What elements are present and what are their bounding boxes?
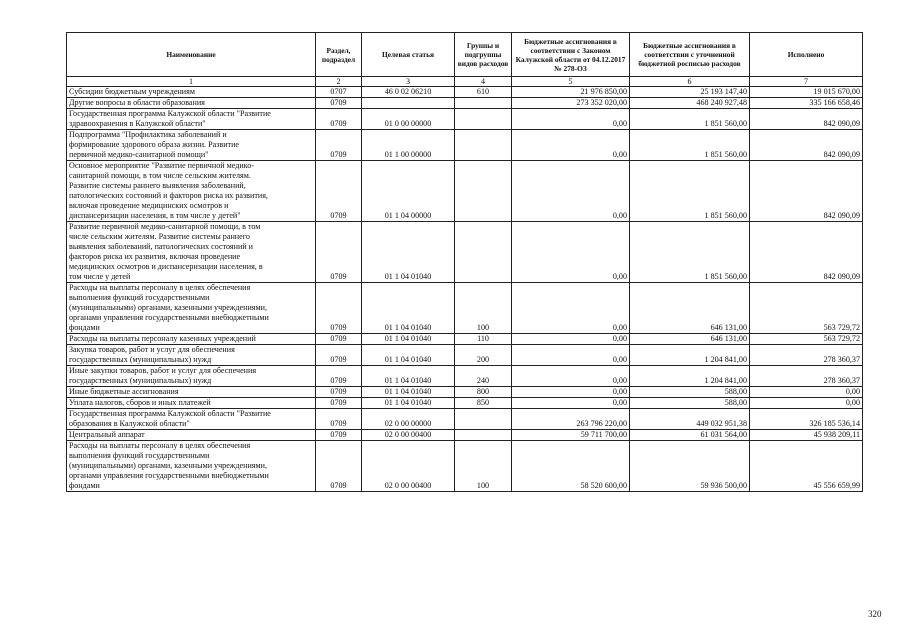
row-section: 0709 [316, 387, 362, 398]
row-law-amount: 21 976 850,00 [512, 87, 630, 98]
row-done-amount: 842 090,09 [750, 222, 863, 283]
table-row [67, 409, 863, 430]
budget-table [66, 32, 863, 492]
row-revised-amount: 25 193 147,40 [630, 87, 750, 98]
row-done-amount: 842 090,09 [750, 161, 863, 222]
row-group: 800 [455, 387, 512, 398]
row-target: 01 1 04 01040 [362, 334, 455, 345]
column-number-row [67, 77, 863, 87]
row-group [455, 98, 512, 109]
row-name: Развитие первичной медико-санитарной помощи, в том числе сельским жителям. Развитие системы раннего выявления заболеваний, патологических состояний и факторов риска их развития, включая проведение медицинских осмотров и диспансеризации населения, в том числе у детей [67, 222, 316, 283]
row-done-amount: 45 556 659,99 [750, 441, 863, 492]
row-group: 100 [455, 283, 512, 334]
row-done-amount: 842 090,09 [750, 109, 863, 130]
row-revised-amount: 61 031 564,00 [630, 430, 750, 441]
row-section: 0709 [316, 430, 362, 441]
row-done-amount: 278 360,37 [750, 345, 863, 366]
table-row [67, 334, 863, 345]
row-section: 0709 [316, 161, 362, 222]
row-done-amount: 0,00 [750, 398, 863, 409]
row-section: 0709 [316, 283, 362, 334]
row-section: 0709 [316, 366, 362, 387]
row-revised-amount: 646 131,00 [630, 283, 750, 334]
header-revised: Бюджетные ассигнования в соответствии с уточненной бюджетной росписью расходов [630, 33, 750, 77]
row-name: Расходы на выплаты персоналу в целях обеспечения выполнения функций государственными (муниципальными) органами, казенными учреждениями, органами управления государственными внебюджетными фондами [67, 441, 316, 492]
row-revised-amount: 1 851 560,00 [630, 222, 750, 283]
row-target: 02 0 00 00400 [362, 441, 455, 492]
row-group [455, 409, 512, 430]
header-section: Раздел, подраздел [316, 33, 362, 77]
row-target: 01 1 04 01040 [362, 366, 455, 387]
row-target: 02 0 00 00000 [362, 409, 455, 430]
row-group [455, 161, 512, 222]
page-number: 320 [868, 609, 882, 619]
row-target: 01 0 00 00000 [362, 109, 455, 130]
table-row [67, 87, 863, 98]
row-name: Закупка товаров, работ и услуг для обеспечения государственных (муниципальных) нужд [67, 345, 316, 366]
row-section: 0709 [316, 409, 362, 430]
table-row [67, 345, 863, 366]
row-target: 01 1 04 01040 [362, 387, 455, 398]
row-revised-amount: 1 204 841,00 [630, 366, 750, 387]
row-section: 0709 [316, 345, 362, 366]
row-law-amount: 273 352 020,00 [512, 98, 630, 109]
row-revised-amount: 646 131,00 [630, 334, 750, 345]
row-target: 01 1 04 01040 [362, 222, 455, 283]
table-row [67, 398, 863, 409]
row-revised-amount: 59 936 500,00 [630, 441, 750, 492]
row-group [455, 130, 512, 161]
row-done-amount: 45 938 209,11 [750, 430, 863, 441]
column-number: 3 [362, 77, 455, 87]
row-done-amount: 335 166 658,46 [750, 98, 863, 109]
row-revised-amount: 1 851 560,00 [630, 109, 750, 130]
row-name: Государственная программа Калужской области "Развитие образования в Калужской области" [67, 409, 316, 430]
column-number: 2 [316, 77, 362, 87]
row-name: Основное мероприятие "Развитие первичной медико- санитарной помощи, в том числе сельским жителям. Развитие системы раннего выявления заболеваний, патологических состояний и факторов риска их развития, включая проведение медицинских осмотров и диспансеризации населения, в том числе у детей" [67, 161, 316, 222]
row-section: 0709 [316, 109, 362, 130]
row-name: Подпрограмма "Профилактика заболеваний и формирование здорового образа жизни. Развитие первичной медико-санитарной помощи" [67, 130, 316, 161]
row-group: 110 [455, 334, 512, 345]
header-name: Наименование [67, 33, 316, 77]
row-section: 0709 [316, 398, 362, 409]
row-section: 0709 [316, 98, 362, 109]
column-number: 6 [630, 77, 750, 87]
table-row [67, 109, 863, 130]
table-row [67, 441, 863, 492]
row-name: Расходы на выплаты персоналу казенных учреждений [67, 334, 316, 345]
row-name: Иные закупки товаров, работ и услуг для обеспечения государственных (муниципальных) нужд [67, 366, 316, 387]
row-done-amount: 563 729,72 [750, 283, 863, 334]
row-law-amount: 0,00 [512, 109, 630, 130]
row-law-amount: 0,00 [512, 366, 630, 387]
row-section: 0709 [316, 441, 362, 492]
header-target: Целевая статья [362, 33, 455, 77]
header-done: Исполнено [750, 33, 863, 77]
row-revised-amount: 1 204 841,00 [630, 345, 750, 366]
row-law-amount: 59 711 700,00 [512, 430, 630, 441]
row-revised-amount: 449 032 951,38 [630, 409, 750, 430]
row-done-amount: 842 090,09 [750, 130, 863, 161]
row-revised-amount: 1 851 560,00 [630, 161, 750, 222]
row-target: 01 1 00 00000 [362, 130, 455, 161]
row-group: 100 [455, 441, 512, 492]
column-number: 7 [750, 77, 863, 87]
column-number: 1 [67, 77, 316, 87]
header-law: Бюджетные ассигнования в соответствии с Законом Калужской области от 04.12.2017 № 278-ОЗ [512, 33, 630, 77]
row-name: Государственная программа Калужской области "Развитие здравоохранения в Калужской области" [67, 109, 316, 130]
row-done-amount: 326 185 536,14 [750, 409, 863, 430]
row-done-amount: 19 015 670,00 [750, 87, 863, 98]
row-revised-amount: 588,00 [630, 398, 750, 409]
row-law-amount: 0,00 [512, 345, 630, 366]
row-section: 0707 [316, 87, 362, 98]
column-number: 5 [512, 77, 630, 87]
row-law-amount: 0,00 [512, 398, 630, 409]
column-number: 4 [455, 77, 512, 87]
row-section: 0709 [316, 222, 362, 283]
row-revised-amount: 468 240 927,48 [630, 98, 750, 109]
row-law-amount: 263 796 220,00 [512, 409, 630, 430]
table-row [67, 430, 863, 441]
row-group [455, 430, 512, 441]
header-row [67, 33, 863, 77]
row-group: 200 [455, 345, 512, 366]
row-group: 850 [455, 398, 512, 409]
row-section: 0709 [316, 130, 362, 161]
row-target: 01 1 04 00000 [362, 161, 455, 222]
table-row [67, 222, 863, 283]
row-name: Уплата налогов, сборов и иных платежей [67, 398, 316, 409]
row-law-amount: 0,00 [512, 334, 630, 345]
row-target [362, 98, 455, 109]
table-row [67, 366, 863, 387]
row-group: 240 [455, 366, 512, 387]
table-row [67, 161, 863, 222]
row-revised-amount: 588,00 [630, 387, 750, 398]
row-done-amount: 0,00 [750, 387, 863, 398]
table-body [67, 87, 863, 492]
row-target: 02 0 00 00400 [362, 430, 455, 441]
row-done-amount: 278 360,37 [750, 366, 863, 387]
table-row [67, 387, 863, 398]
header-group: Группы и подгруппы видов расходов [455, 33, 512, 77]
row-name: Иные бюджетные ассигнования [67, 387, 316, 398]
row-law-amount: 0,00 [512, 161, 630, 222]
table-row [67, 98, 863, 109]
row-law-amount: 0,00 [512, 130, 630, 161]
row-name: Расходы на выплаты персоналу в целях обеспечения выполнения функций государственными (муниципальными) органами, казенными учреждениями, органами управления государственными внебюджетными фондами [67, 283, 316, 334]
row-name: Субсидии бюджетным учреждениям [67, 87, 316, 98]
row-name: Центральный аппарат [67, 430, 316, 441]
row-section: 0709 [316, 334, 362, 345]
row-law-amount: 0,00 [512, 283, 630, 334]
row-name: Другие вопросы в области образования [67, 98, 316, 109]
row-target: 46 0 02 06210 [362, 87, 455, 98]
row-group: 610 [455, 87, 512, 98]
row-law-amount: 58 520 600,00 [512, 441, 630, 492]
row-target: 01 1 04 01040 [362, 345, 455, 366]
row-law-amount: 0,00 [512, 222, 630, 283]
row-done-amount: 563 729,72 [750, 334, 863, 345]
row-group [455, 109, 512, 130]
row-group [455, 222, 512, 283]
table-row [67, 130, 863, 161]
row-target: 01 1 04 01040 [362, 398, 455, 409]
row-revised-amount: 1 851 560,00 [630, 130, 750, 161]
row-law-amount: 0,00 [512, 387, 630, 398]
row-target: 01 1 04 01040 [362, 283, 455, 334]
table-row [67, 283, 863, 334]
